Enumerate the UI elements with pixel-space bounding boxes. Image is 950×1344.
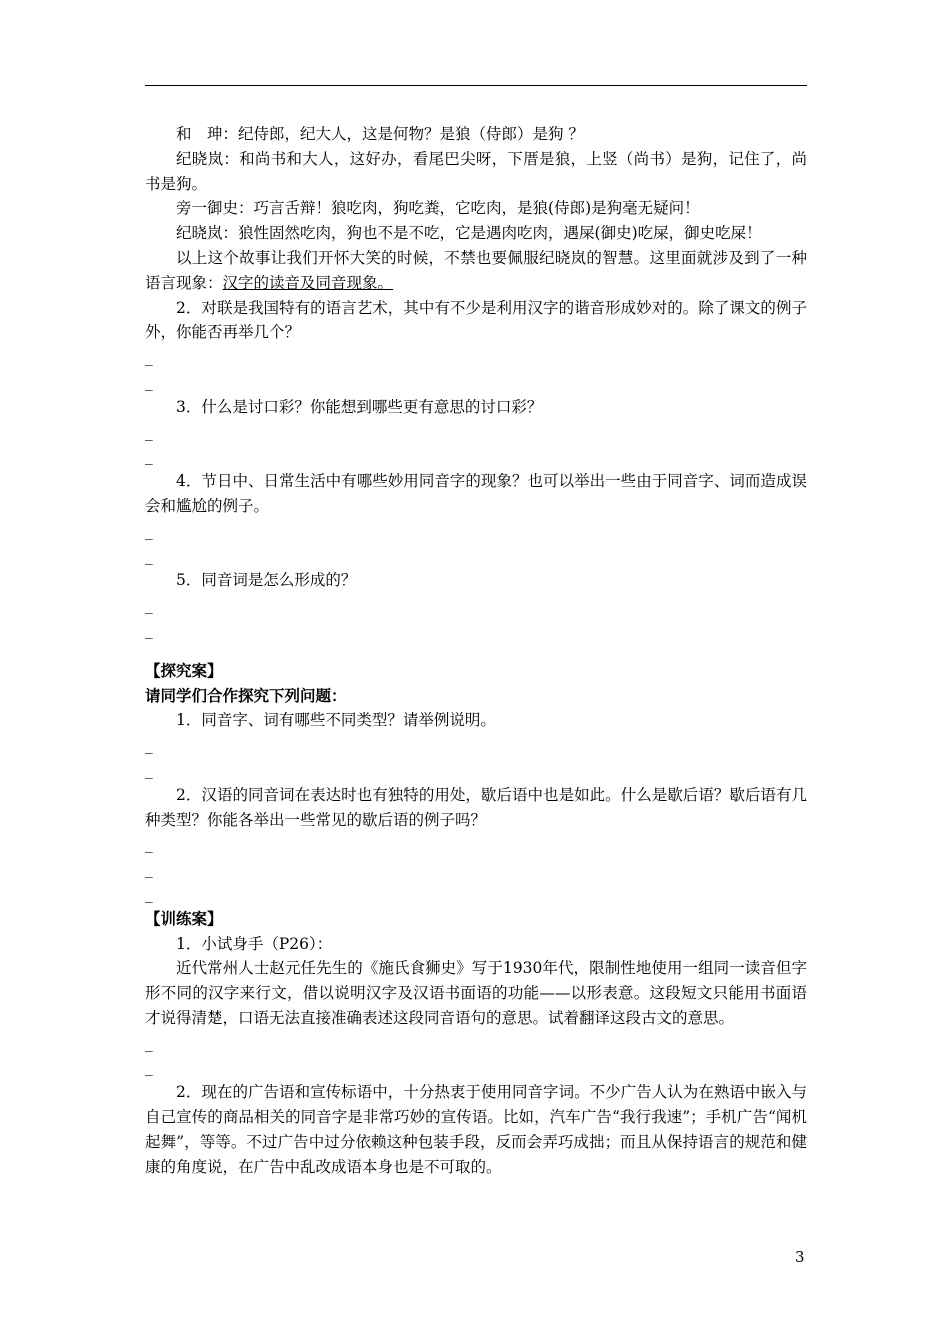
answer-blank[interactable]: _ xyxy=(145,884,153,903)
page-number: 3 xyxy=(795,1248,805,1266)
dialog-line-jixiaolan-1 xyxy=(145,147,807,197)
answer-blank[interactable]: _ xyxy=(145,860,153,879)
explore-heading: 【探究案】 xyxy=(145,660,223,680)
page-content xyxy=(145,122,807,1179)
speaker-name: 纪晓岚 xyxy=(176,149,224,168)
answer-blank[interactable]: _ xyxy=(145,422,153,441)
conclusion-text: 以上这个故事让我们开怀大笑的时候，不禁也要佩服纪晓岚的智慧。这里面就涉及到了一种语言现象： xyxy=(145,248,807,292)
speaker-name: 旁一御史 xyxy=(176,199,239,218)
explore-question-1: 1．同音字、词有哪些不同类型？请举例说明。 xyxy=(176,711,496,730)
dialog-text: ：巧言舌辩！狼吃肉，狗吃粪，它吃肉，是狼(侍郎)是狗毫无疑问！ xyxy=(238,199,700,218)
answer-blank[interactable]: _ xyxy=(145,372,153,391)
answer-blank[interactable]: _ xyxy=(145,521,153,540)
dialog-text: ：纪侍郎，纪大人，这是何物？是狼（侍郎）是狗 ？ xyxy=(222,125,584,143)
speaker-name: 和 珅 xyxy=(176,125,223,143)
dialog-line-heshen xyxy=(145,122,807,147)
answer-blank[interactable]: _ xyxy=(145,546,153,565)
training-question-1-title: 1．小试身手（P26）： xyxy=(176,934,333,953)
answer-blank[interactable]: _ xyxy=(145,447,153,466)
speaker-name: 纪晓岚 xyxy=(176,224,223,243)
training-question-1-body: 近代常州人士赵元任先生的《施氏食狮史》写于1930年代，限制性地使用一组同一读音但字形不同的汉字来行文，借以说明汉字及汉语书面语的功能——以形表意。这段短文只能用书面语才说得清楚，口语无法直接准确表述这段同音语句的意思。试着翻译这段古文的意思。 xyxy=(145,959,807,1027)
answer-blank[interactable]: _ xyxy=(145,736,153,755)
dialog-line-jixiaolan-2 xyxy=(145,221,807,246)
underlined-answer: 汉字的读音及同音现象。 xyxy=(222,273,394,292)
explore-intro: 请同学们合作探究下列问题： xyxy=(145,685,347,705)
conclusion-paragraph xyxy=(145,246,807,296)
answer-blank[interactable]: _ xyxy=(145,348,153,367)
question-4: 4．节日中、日常生活中有哪些妙用同音字的现象？也可以举出一些由于同音字、词而造成误会和尴尬的例子。 xyxy=(145,472,807,515)
training-question-2: 2．现在的广告语和宣传标语中，十分热衷于使用同音字词。不少广告人认为在熟语中嵌入与自己宣传的商品相关的同音字是非常巧妙的宣传语。比如，汽车广告“我行我速”；手机广告“闻机起舞”，等等。不过广告中过分依赖这种包装手段，反而会弄巧成拙；而且从保持语言的规范和健康的角度说，在广告中乱改成语本身也是不可取的。 xyxy=(145,1083,807,1176)
question-2: 2．对联是我国特有的语言艺术，其中有不少是利用汉字的谐音形成妙对的。除了课文的例子外，你能否再举几个？ xyxy=(145,298,807,342)
answer-blank[interactable]: _ xyxy=(145,620,153,639)
answer-blank[interactable]: _ xyxy=(145,596,153,615)
answer-blank[interactable]: _ xyxy=(145,1033,153,1052)
header-rule xyxy=(145,85,807,86)
training-heading: 【训练案】 xyxy=(145,908,223,928)
explore-question-2: 2．汉语的同音词在表达时也有独特的用处，歇后语中也是如此。什么是歇后语？歇后语有几种类型？你能各举出一些常见的歇后语的例子吗？ xyxy=(145,785,807,829)
answer-blank[interactable]: _ xyxy=(145,1058,153,1077)
answer-blank[interactable]: _ xyxy=(145,835,153,854)
dialog-text: ：和尚书和大人，这好办，看尾巴尖呀，下厝是狼，上竖（尚书）是狗，记住了，尚书是狗。 xyxy=(145,149,807,193)
dialog-line-censor xyxy=(145,196,807,221)
question-5: 5．同音词是怎么形成的？ xyxy=(176,571,357,590)
dialog-text: ：狼性固然吃肉，狗也不是不吃，它是遇肉吃肉，遇屎(御史)吃屎，御史吃屎！ xyxy=(222,224,762,243)
question-3: 3．什么是讨口彩？你能想到哪些更有意思的讨口彩？ xyxy=(176,397,543,416)
answer-blank[interactable]: _ xyxy=(145,760,153,779)
